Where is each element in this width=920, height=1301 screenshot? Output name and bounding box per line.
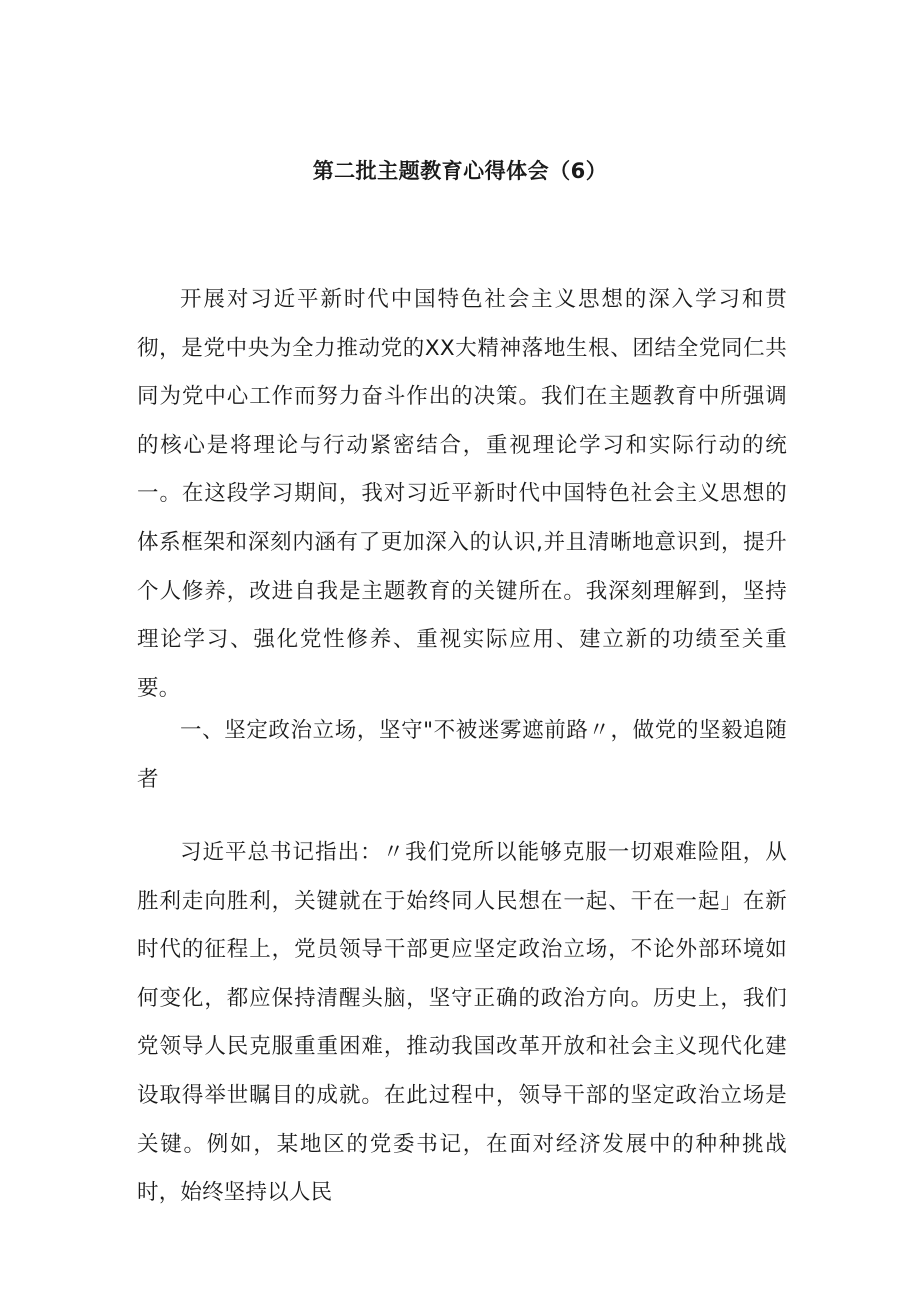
document-title: 第二批主题教育心得体会（6） (312, 159, 608, 183)
paragraph-intro: 开展对习近平新时代中国特色社会主义思想的深入学习和贯彻，是党中央为全力推动党的XX大精神落地生根、团结全党同仁共同为党中心工作而努力奋斗作出的决策。我们在主题教育中所强调的核心是将理论与行动紧密结合，重视理论学习和实际行动的统一。在这段学习期间，我对习近平新时代中国特色社会主义思想的体系框架和深刻内涵有了更加深入的认识,并且清晰地意识到，提升个人修养，改进自我是主题教育的关键所在。我深刻理解到，坚持理论学习、强化党性修养、重视实际应用、建立新的功绩至关重要。 (137, 287, 787, 701)
paragraph-section-1: 习近平总书记指出：〃我们党所以能够克服一切艰难险阻，从胜利走向胜利，关键就在于始终同人民想在一起、干在一起」在新时代的征程上，党员领导干部更应坚定政治立场，不论外部环境如何变化，都应保持清醒头脑，坚守正确的政治方向。历史上，我们党领导人民克服重重困难，推动我国改革开放和社会主义现代化建设取得举世瞩目的成就。在此过程中，领导干部的坚定政治立场是关键。例如，某地区的党委书记，在面对经济发展中的种种挑战时，始终坚持以人民 (137, 840, 787, 1206)
section-heading-1: 一、坚定政治立场，坚守"不被迷雾遮前路〃，做党的坚毅追随者 (137, 718, 787, 792)
